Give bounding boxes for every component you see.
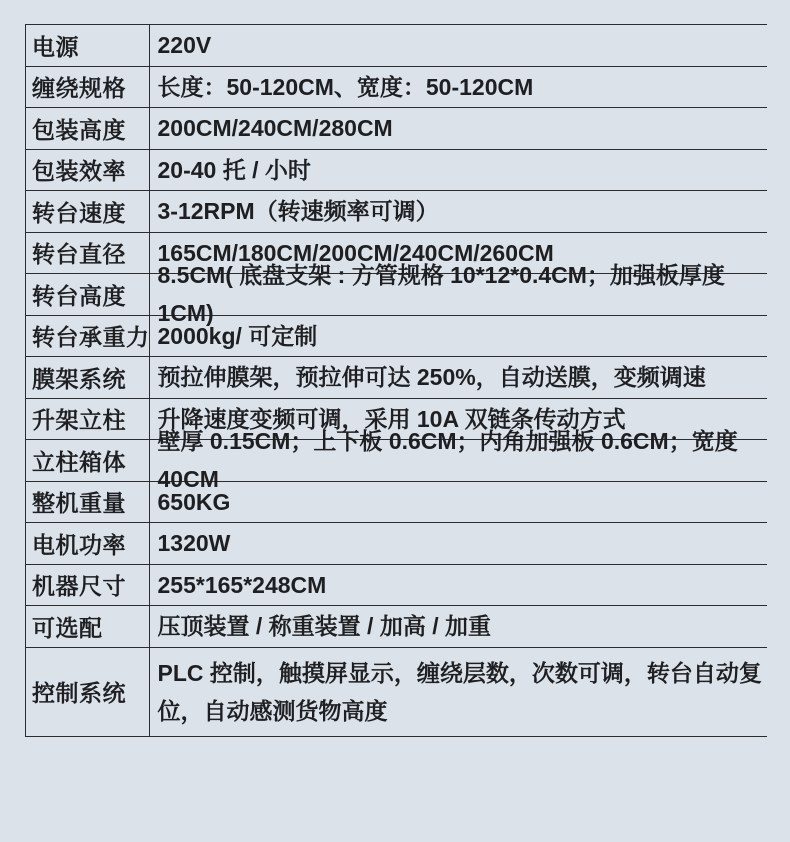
spec-value: 650KG [157, 488, 231, 515]
spec-value: 3-12RPM（转速频率可调） [157, 198, 439, 225]
table-row [26, 25, 767, 67]
spec-label: 缠绕规格 [26, 67, 150, 108]
spec-label: 转台高度 [26, 274, 150, 315]
spec-label: 包装高度 [26, 108, 150, 149]
spec-label: 机器尺寸 [26, 565, 150, 606]
spec-label: 转台直径 [26, 233, 150, 274]
spec-value: 8.5CM( 底盘支架 : 方管规格 10*12*0.4CM；加强板厚度 1CM) [157, 262, 725, 327]
table-row [26, 357, 767, 399]
spec-label: 转台速度 [26, 191, 150, 232]
spec-label: 膜架系统 [26, 357, 150, 398]
spec-label: 转台承重力 [26, 316, 150, 357]
table-row [26, 108, 767, 150]
spec-value: 压顶装置 / 称重装置 / 加高 / 加重 [157, 613, 492, 640]
spec-label: 立柱箱体 [26, 440, 150, 481]
spec-label: 控制系统 [26, 648, 150, 737]
table-row [26, 316, 767, 358]
spec-value: 165CM/180CM/200CM/240CM/260CM [157, 239, 554, 266]
spec-label: 升架立柱 [26, 399, 150, 440]
table-row [26, 150, 767, 192]
table-row [26, 523, 767, 565]
spec-value: PLC 控制，触摸屏显示，缠绕层数，次数可调，转台自动复位，自动感测货物高度 [157, 659, 762, 724]
spec-value: 长度：50-120CM、宽度：50-120CM [157, 73, 534, 100]
spec-value: 1320W [157, 530, 231, 557]
spec-table [25, 24, 767, 737]
table-row [26, 565, 767, 607]
table-row [26, 191, 767, 233]
spec-value: 2000kg/ 可定制 [157, 322, 318, 349]
spec-label: 包装效率 [26, 150, 150, 191]
spec-value: 200CM/240CM/280CM [157, 115, 393, 142]
spec-value: 255*165*248CM [157, 571, 327, 598]
table-row [26, 428, 767, 493]
spec-value: 220V [157, 32, 212, 59]
spec-value: 预拉伸膜架，预拉伸可达 250%，自动送膜，变频调速 [157, 364, 706, 391]
spec-value: 升降速度变频可调，采用 10A 双链条传动方式 [157, 405, 626, 432]
table-row [26, 648, 767, 738]
table-row [26, 482, 767, 524]
spec-label: 整机重量 [26, 482, 150, 523]
spec-value: 壁厚 0.15CM；上下板 0.6CM；内角加强板 0.6CM；宽度 40CM [157, 428, 738, 493]
spec-label: 电机功率 [26, 523, 150, 564]
table-row [26, 262, 767, 327]
table-row [26, 67, 767, 109]
spec-value: 20-40 托 / 小时 [157, 156, 311, 183]
spec-label: 可选配 [26, 606, 150, 647]
table-row [26, 606, 767, 648]
spec-label: 电源 [26, 25, 150, 66]
